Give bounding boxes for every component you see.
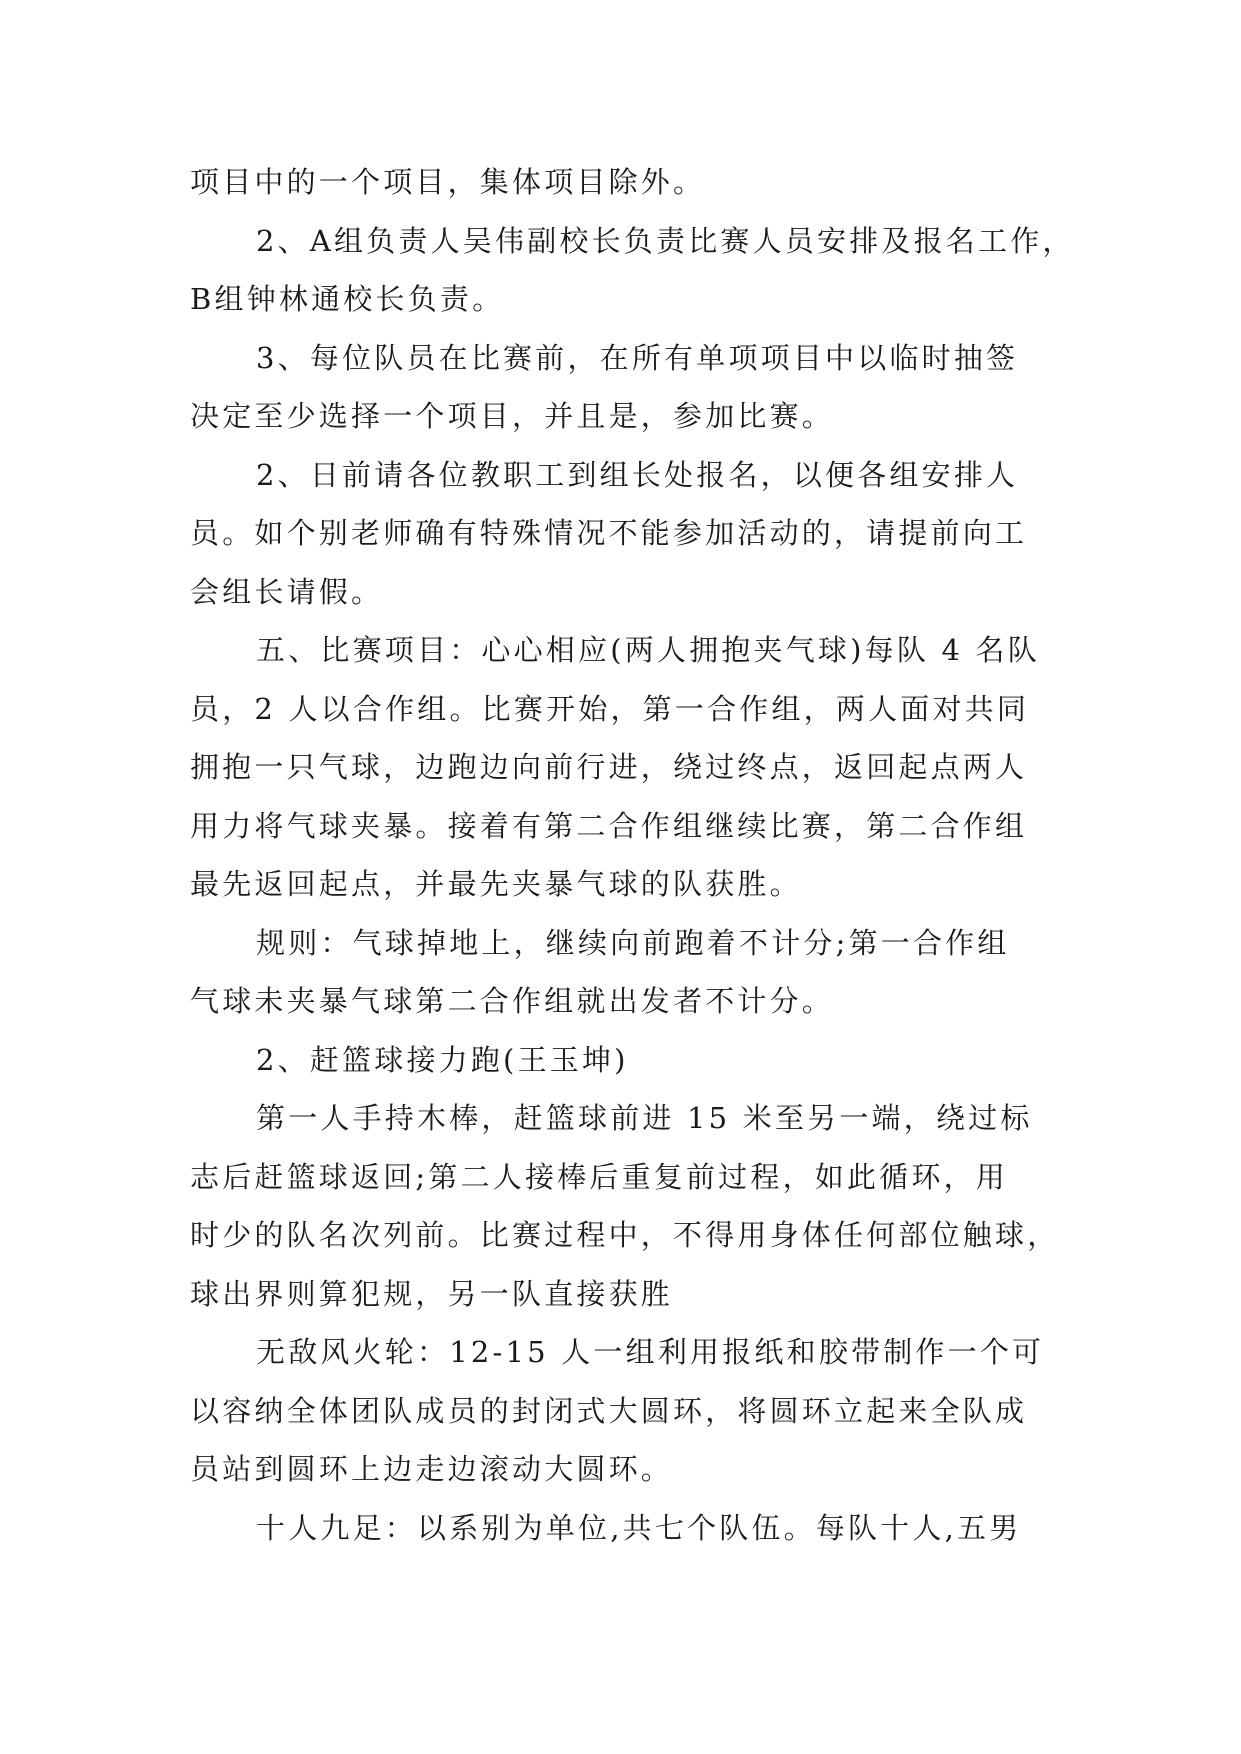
text-line: 用力将气球夹暴。接着有第二合作组继续比赛，第二合作组 (190, 808, 1028, 843)
text-line: 气球未夹暴气球第二合作组就出发者不计分。 (190, 984, 835, 1018)
text-line: 志后赶篮球返回;第二人接棒后重复前过程，如此循环，用 (190, 1159, 1008, 1194)
text-line: 规则：气球掉地上，继续向前跑着不计分;第一合作组 (256, 925, 1010, 960)
text-line: 拥抱一只气球，边跑边向前行进，绕过终点，返回起点两人 (190, 750, 1028, 784)
text-line: 项目中的一个项目，集体项目除外。 (190, 165, 706, 199)
text-line: 决定至少选择一个项目，并且是，参加比赛。 (190, 399, 835, 433)
text-line: 员，2 人以合作组。比赛开始，第一合作组，两人面对共同 (190, 691, 1030, 726)
text-line: 2、赶篮球接力跑(王玉坤) (256, 1042, 629, 1077)
text-line: 五、比赛项目：心心相应(两人拥抱夹气球)每队 4 名队 (256, 633, 1040, 667)
text-line: 员。如个别老师确有特殊情况不能参加活动的，请提前向工 (190, 516, 1028, 550)
body-text (190, 153, 1075, 1557)
text-line: 最先返回起点，并最先夹暴气球的队获胜。 (190, 867, 802, 901)
text-line: 无敌风火轮：12-15 人一组利用报纸和胶带制作一个可 (256, 1335, 1045, 1369)
text-line: 第一人手持木棒，赶篮球前进 15 米至另一端，绕过标 (256, 1101, 1033, 1135)
text-line: 3、每位队员在比赛前，在所有单项项目中以临时抽签 (256, 340, 1019, 375)
text-line: 会组长请假。 (190, 574, 384, 609)
text-line: 员站到圆环上边走边滚动大圆环。 (190, 1452, 674, 1486)
text-line: 以容纳全体团队成员的封闭式大圆环，将圆环立起来全队成 (190, 1393, 1028, 1428)
text-line: 球出界则算犯规，另一队直接获胜 (190, 1276, 674, 1311)
text-line: 时少的队名次列前。比赛过程中，不得用身体任何部位触球， (190, 1218, 1060, 1252)
text-line: 2、A组负责人吴伟副校长负责比赛人员安排及报名工作， (256, 223, 1075, 258)
text-line: B组钟林通校长负责。 (190, 282, 505, 316)
text-line: 十人九足：以系别为单位,共七个队伍。每队十人,五男 (256, 1510, 1022, 1545)
text-line: 2、日前请各位教职工到组长处报名，以便各组安排人 (256, 457, 1019, 492)
